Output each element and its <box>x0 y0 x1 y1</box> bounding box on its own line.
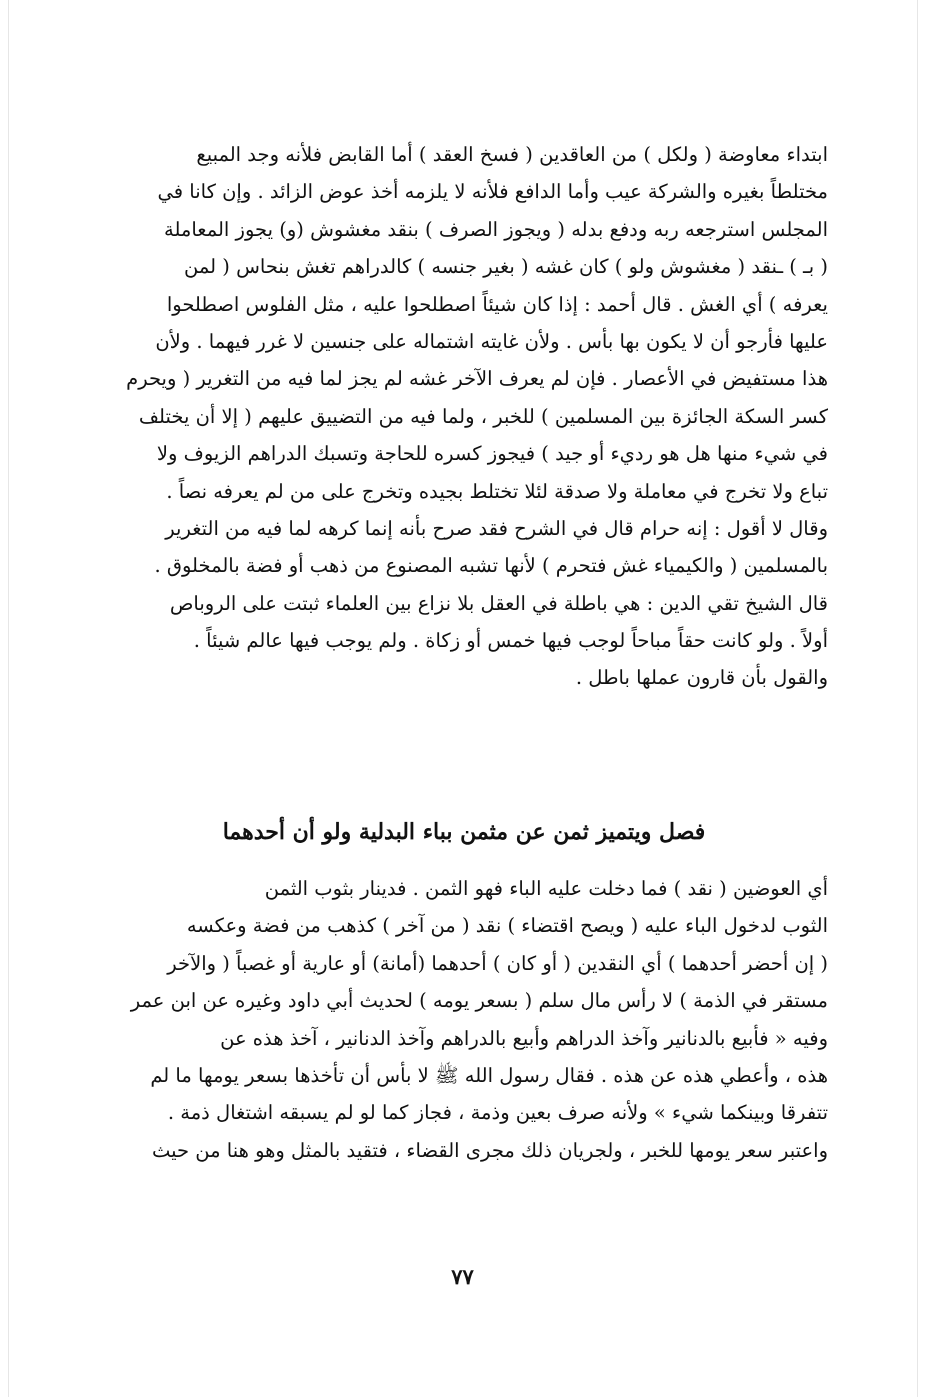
text-line: كسر السكة الجائزة بين المسلمين ) للخبر ، ولما فيه من التضييق عليهم ( إلا أن يختلف <box>138 404 828 428</box>
text-line: قال الشيخ تقي الدين : هي باطلة في العقل بلا نزاع بين العلماء ثبتت على الروباص <box>169 591 828 615</box>
text-line: في شيء منها هل هو رديء أو جيد ) فيجوز كسره للحاجة وتسبك الدراهم الزيوف ولا <box>156 442 828 466</box>
text-line: يعرفه ) أي الغش . قال أحمد : إذا كان شيئاً اصطلحوا عليه ، مثل الفلوس اصطلحوا <box>166 292 828 316</box>
page-edge-left <box>8 0 9 1397</box>
text-line: المجلس استرجعه ربه ودفع بدله ( ويجوز الصرف ) بنقد مغشوش (و) يجوز المعاملة <box>164 217 828 241</box>
text-line: ( بـ ) ـنقد ( مغشوش ولو ) كان غشه ( بغير جنسه ) كالدراهم تغش بنحاس ( لمن <box>184 255 828 279</box>
text-line: مختلطاً بغيره والشركة عيب وأما الدافع فلأنه لا يلزمه أخذ عوض الزائد . وإن كانا في <box>157 180 828 204</box>
text-line: مستقر في الذمة ) لا رأس مال سلم ( بسعر يومه ) لحديث أبي داود وغيره عن ابن عمر <box>130 989 828 1013</box>
text-line: واعتبر سعر يومها للخبر ، ولجريان ذلك مجرى القضاء ، فتقيد بالمثل وهو هنا من حيث <box>151 1138 828 1162</box>
text-line: ( إن أحضر أحدهما ) أي النقدين ( أو كان ) أحدهما (أمانة) أو عارية أو غصباً ( والآخر <box>167 951 828 975</box>
page-number: ٧٧ <box>451 1264 474 1289</box>
text-line: ابتداء معاوضة ( ولكل ) من العاقدين ( فسخ العقد ) أما القابض فلأنه وجد المبيع <box>196 143 828 166</box>
section-heading: فصل ويتميز ثمن عن مثمن بباء البدلية ولو أن أحدهما <box>222 819 706 845</box>
paragraph-two <box>100 870 828 1169</box>
text-line: أولاً . ولو كانت حقاً مباحاً لوجب فيها خمس أو زكاة . ولم يوجب فيها عالم شيئاً . <box>193 629 828 653</box>
text-line: عليها فأرجو أن لا يكون بها بأس . ولأن غايته اشتماله على جنسين لا غرر فيهما . ولأن <box>155 329 828 353</box>
paragraph-one <box>100 136 828 697</box>
text-line: هذه ، وأعطي هذه عن هذه . فقال رسول الله ﷺ لا بأس أن تأخذها بسعر يومها ما لم <box>150 1063 828 1087</box>
text-line: تباع ولا تخرج في معاملة ولا صدقة لئلا تختلط بجيده وتخرج على من لم يعرفه نصاً . <box>166 479 828 503</box>
text-line: تتفرقا وبينكما شيء » ولأنه صرف بعين وذمة ، فجاز كما لو لم يسبقه اشتغال ذمة . <box>167 1101 828 1125</box>
text-line: هذا مستفيض في الأعصار . فإن لم يعرف الآخر غشه لم يجز لما فيه من التغرير ( ويحرم <box>126 367 828 391</box>
text-line: الثوب لدخول الباء عليه ( ويصح اقتضاء ) نقد ( من آخر ) كذهب من فضة وعكسه <box>186 914 828 938</box>
text-line: والقول بأن قارون عملها باطل . <box>575 666 828 690</box>
text-line: وقال لا أقول : إنه حرام قال في الشرح فقد صرح بأنه إنما كرهه لما فيه من التغرير <box>165 516 828 540</box>
text-line: وفيه « فأبيع بالدنانير وآخذ الدراهم وأبيع بالدراهم وآخذ الدنانير ، آخذ هذه عن <box>220 1026 828 1050</box>
text-line: بالمسلمين ( والكيمياء غش فتحرم ) لأنها تشبه المصنوع من ذهب أو فضة بالمخلوق . <box>154 554 828 578</box>
page-edge-right <box>917 0 918 1397</box>
text-line: أي العوضين ( نقد ) فما دخلت عليه الباء فهو الثمن . فدينار بثوب الثمن <box>264 877 828 900</box>
